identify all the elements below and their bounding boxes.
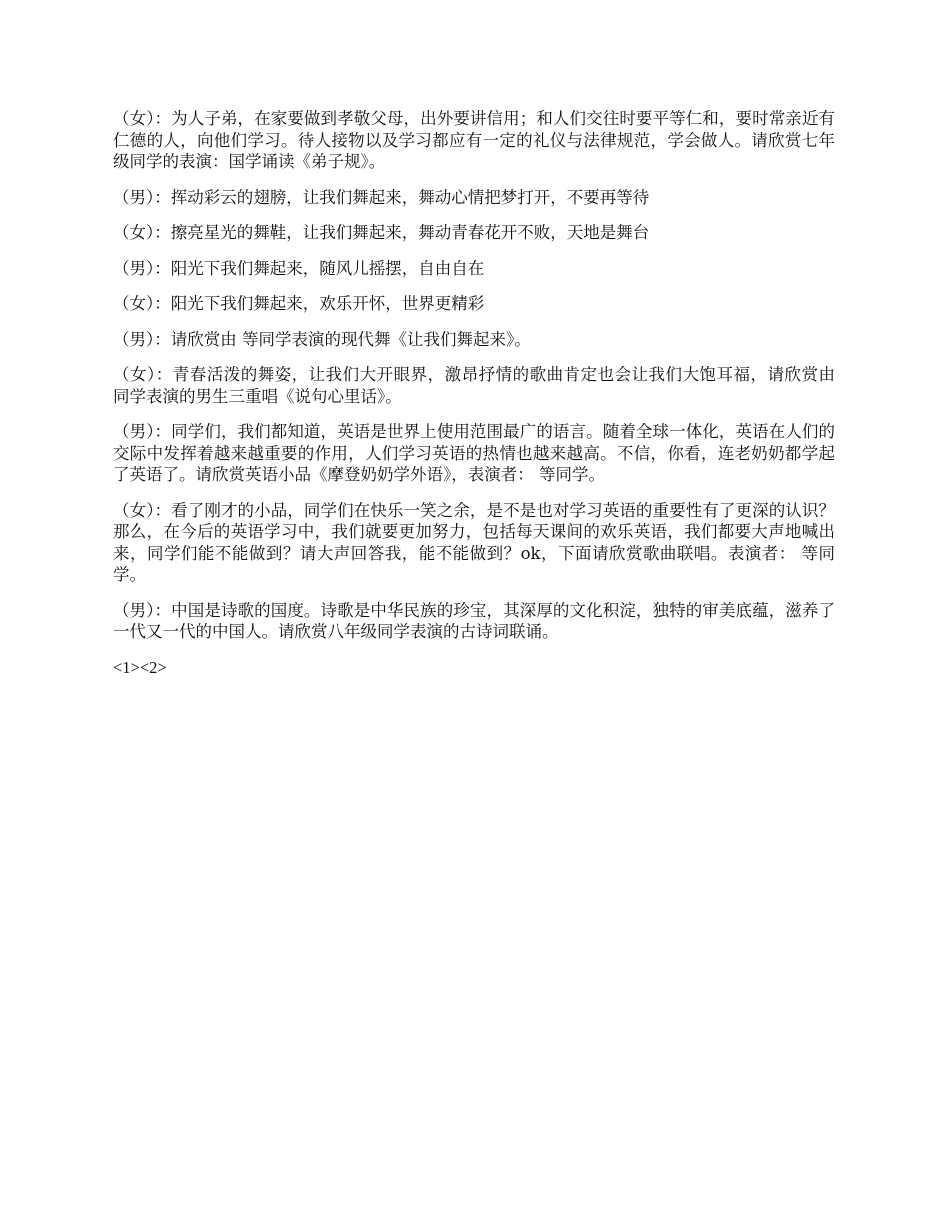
paragraph-4: （男）：阳光下我们舞起来，随风儿摇摆，自由自在 — [113, 258, 485, 278]
paragraph-1: （女）：为人子弟，在家要做到孝敬父母，出外要讲信用；和人们交往时要平等仁和，要时常亲近有仁德的人，向他们学习。待人接物以及学习都应有一定的礼仪与法律规范，学会做人。请欣赏七年级同学的表演：国学诵读《弟子规》。 — [113, 109, 835, 171]
paragraph-3: （女）：擦亮星光的舞鞋，让我们舞起来，舞动青春花开不败，天地是舞台 — [113, 223, 650, 242]
pagination[interactable]: <1><2> — [113, 657, 167, 677]
paragraph-7: （女）：青春活泼的舞姿，让我们大开眼界，激昂抒情的歌曲肯定也会让我们大饱耳福，请欣赏由 同学表演的男生三重唱《说句心里话》。 — [113, 365, 835, 406]
paragraph-6: （男）：请欣赏由 等同学表演的现代舞《让我们舞起来》。 — [113, 329, 531, 349]
paragraph-5: （女）：阳光下我们舞起来，欢乐开怀，世界更精彩 — [113, 294, 485, 313]
paragraph-9: （女）：看了刚才的小品，同学们在快乐一笑之余，是不是也对学习英语的重要性有了更深的认识？那么，在今后的英语学习中，我们就要更加努力，包括每天课间的欢乐英语，我们都要大声地喊出来，同学们能不能做到？请大声回答我，能不能做到？ok，下面请欣赏歌曲联唱。表演者： 等同学。 — [113, 500, 835, 584]
paragraph-8: （男）：同学们，我们都知道，英语是世界上使用范围最广的语言。随着全球一体化，英语在人们的交际中发挥着越来越重要的作用，人们学习英语的热情也越来越高。不信，你看，连老奶奶都学起了英语了。请欣赏英语小品《摩登奶奶学外语》，表演者： 等同学。 — [113, 422, 835, 484]
paragraph-10: （男）：中国是诗歌的国度。诗歌是中华民族的珍宝，其深厚的文化积淀，独特的审美底蕴，滋养了一代又一代的中国人。请欣赏八年级同学表演的古诗词联诵。 — [113, 600, 835, 641]
paragraph-2: （男）：挥动彩云的翅膀，让我们舞起来，舞动心情把梦打开，不要再等待 — [113, 187, 650, 207]
document-page — [113, 108, 835, 678]
